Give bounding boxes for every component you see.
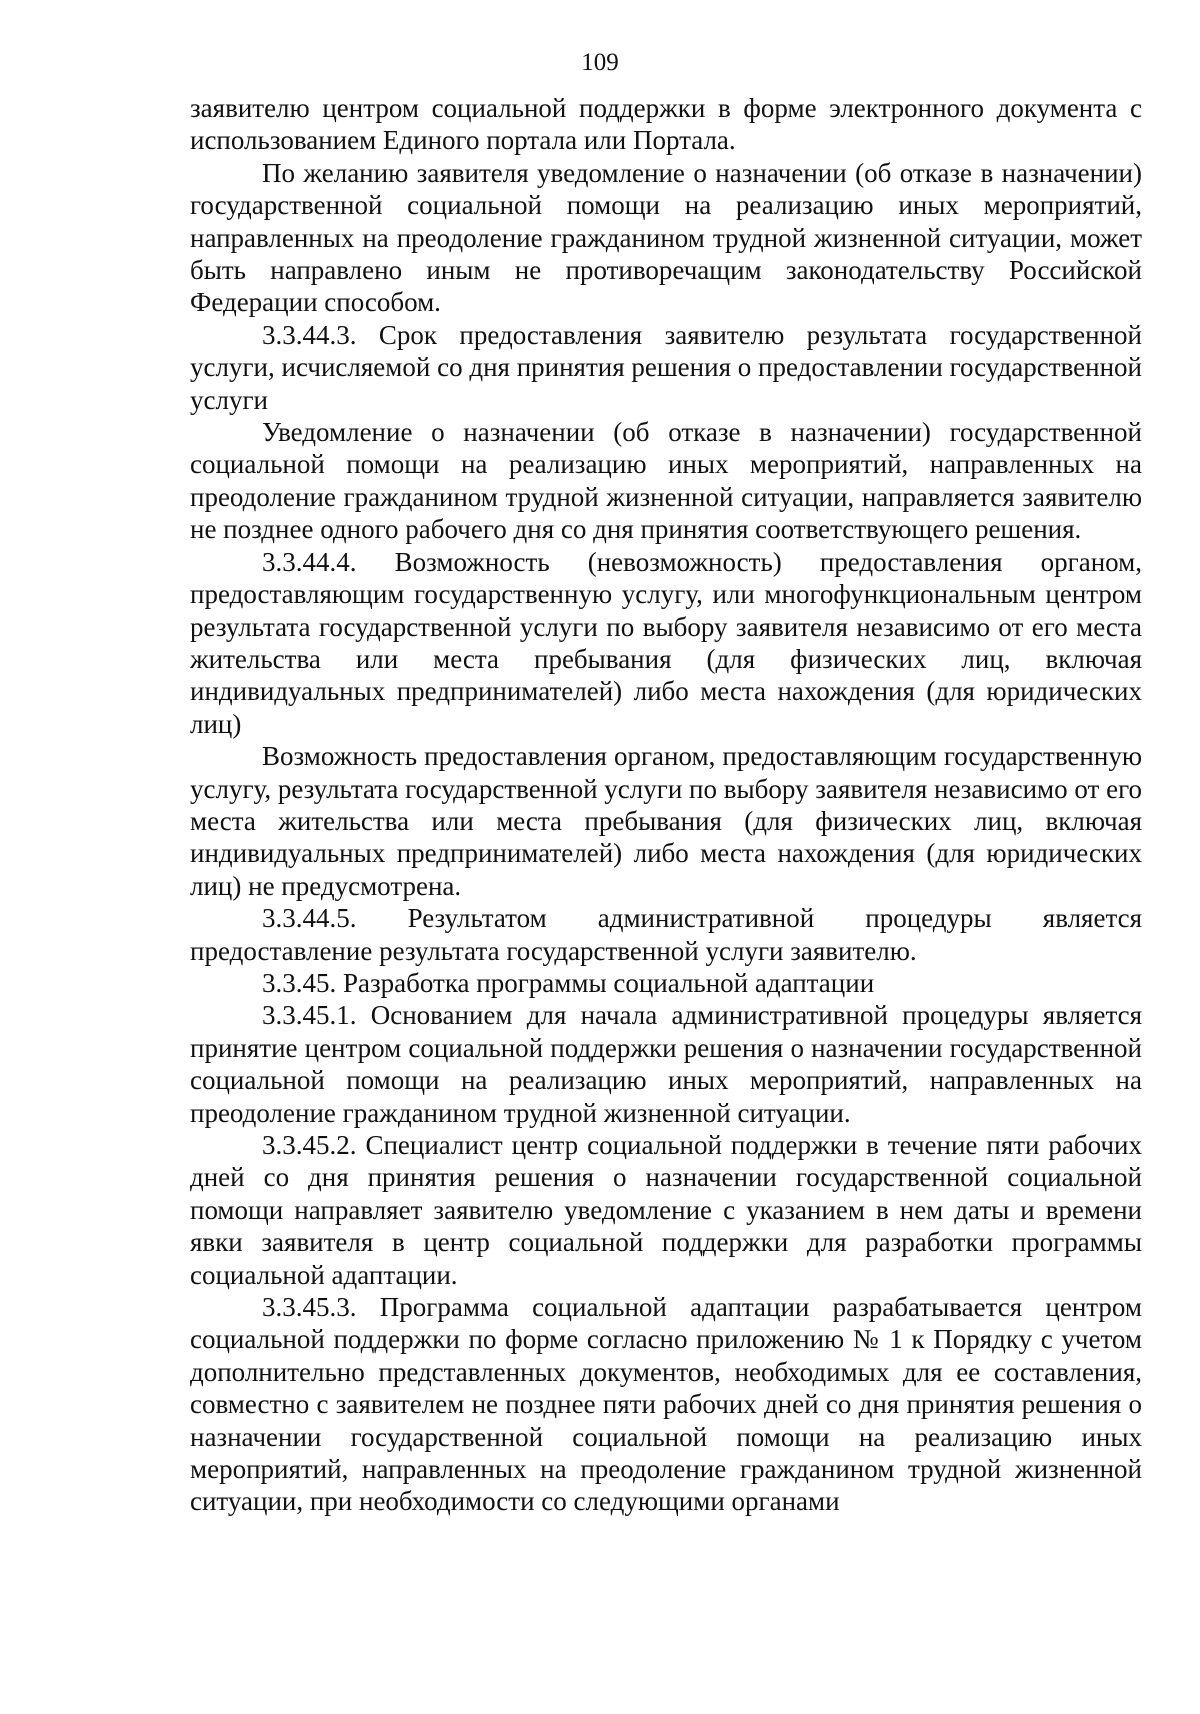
paragraph-3-3-45-1: 3.3.45.1. Основанием для начала административной процедуры является принятие центром социальной поддержки решения о назначении государственной социальной помощи на реализацию иных мероприятий, направленных на преодоление гражданином трудной жизненной ситуации.	[190, 1000, 1142, 1128]
paragraph-3-3-44-5: 3.3.44.5. Результатом административной процедуры является предоставление результата государственной услуги заявителю.	[190, 903, 1142, 966]
paragraph-3-3-45-heading: 3.3.45. Разработка программы социальной адаптации	[262, 967, 875, 998]
paragraph-3-3-44-4: 3.3.44.4. Возможность (невозможность) предоставления органом, предоставляющим государственную услугу, или многофункциональным центром результата государственной услуги по выбору заявителя независимо от его места жительства или места пребывания (для физических лиц, включая индивидуальных предпринимателей) либо места нахождения (для юридических лиц)	[190, 546, 1142, 739]
paragraph-notification-deadline: Уведомление о назначении (об отказе в назначении) государственной социальной помощи на реализацию иных мероприятий, направленных на преодоление гражданином трудной жизненной ситуации, направляется заявителю не позднее одного рабочего дня со дня принятия соответствующего решения.	[190, 417, 1142, 545]
paragraph-3-3-45-2: 3.3.45.2. Специалист центр социальной поддержки в течение пяти рабочих дней со дня принятия решения о назначении государственной социальной помощи направляет заявителю уведомление с указанием в нем даты и времени явки заявителя в центр социальной поддержки для разработки программы социальной адаптации.	[190, 1130, 1142, 1290]
paragraph-notification-option: По желанию заявителя уведомление о назначении (об отказе в назначении) государственной социальной помощи на реализацию иных мероприятий, направленных на преодоление гражданином трудной жизненной ситуации, может быть направлено иным не противоречащим законодательству Российской Федерации способом.	[190, 157, 1142, 318]
paragraph-continuation: заявителю центром социальной поддержки в форме электронного документа с использованием Единого портала или Портала.	[190, 93, 1142, 156]
paragraph-3-3-44-3: 3.3.44.3. Срок предоставления заявителю результата государственной услуги, исчисляемой со дня принятия решения о предоставлении государственной услуги	[190, 319, 1142, 415]
paragraph-3-3-45-3: 3.3.45.3. Программа социальной адаптации разрабатывается центром социальной поддержки по форме согласно приложению № 1 к Порядку с учетом дополнительно представленных документов, необходимых для ее составления, совместно с заявителем не позднее пяти рабочих дней со дня принятия решения о назначении государственной социальной помощи на реализацию иных мероприятий, направленных на преодоление гражданином трудной жизненной ситуации, при необходимости со следующими органами	[190, 1292, 1142, 1517]
document-body	[190, 92, 1142, 1518]
paragraph-possibility: Возможность предоставления органом, предоставляющим государственную услугу, результата государственной услуги по выбору заявителя независимо от его места жительства или места пребывания (для физических лиц, включая индивидуальных предпринимателей) либо места нахождения (для юридических лиц) не предусмотрена.	[190, 741, 1142, 901]
page-number: 109	[581, 49, 619, 76]
